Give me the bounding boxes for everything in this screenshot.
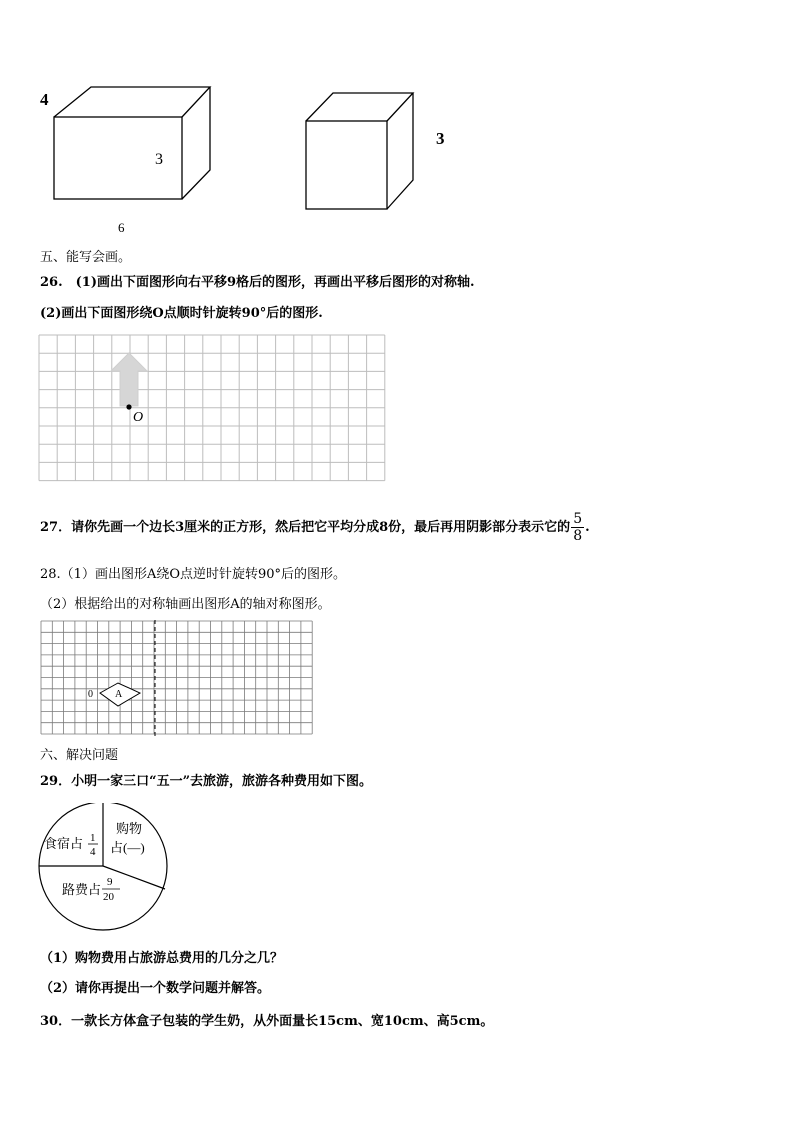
section-6-title: 六、解决问题	[40, 748, 119, 763]
q26-line1: 26. (1)画出下面图形向右平移9格后的图形，再画出平移后图形的对称轴.	[40, 275, 475, 290]
section-5-title: 五、能写会画。	[40, 250, 132, 265]
q27-end: .	[585, 520, 590, 535]
q27-main-text: 27．请你先画一个边长3厘米的正方形，然后把它平均分成8份，最后再用阴影部分表示它的	[40, 520, 571, 535]
cube-figure	[300, 88, 460, 218]
pie-travel-num: 9	[107, 876, 113, 888]
cuboid-label-right: 3	[155, 151, 163, 168]
q30-text: 30．一款长方体盒子包装的学生奶，从外面量长15cm、宽10cm、高5cm。	[40, 1014, 494, 1029]
q27-frac-num: 5	[573, 511, 583, 527]
q29-sub2: （2）请你再提出一个数学问题并解答。	[40, 981, 271, 996]
pie-shop-label-2: 占(—)	[110, 840, 145, 855]
pie-shop-label-1: 购物	[116, 821, 143, 836]
q27-text	[40, 512, 590, 543]
q29-text: 29．小明一家三口“五一”去旅游，旅游各种费用如下图。	[40, 774, 373, 789]
cube-label-right: 3	[436, 129, 445, 148]
point-o	[126, 404, 131, 409]
q28-point-label: 0	[88, 689, 93, 700]
q28-grid	[40, 620, 315, 740]
q28-line2: （2）根据给出的对称轴画出图形A的轴对称图形。	[40, 597, 331, 612]
q29-sub1: （1）购物费用占旅游总费用的几分之几？	[40, 951, 284, 966]
q26-line2: (2)画出下面图形绕O点顺时针旋转90°后的图形.	[40, 306, 323, 321]
pie-food-label: 食宿占	[44, 836, 84, 851]
cuboid-label-left: 4	[40, 90, 49, 109]
pie-food-num: 1	[90, 832, 96, 844]
q28-shape-label: A	[115, 689, 123, 700]
q28-line1: 28.（1）画出图形A绕O点逆时针旋转90°后的图形。	[40, 567, 347, 582]
cuboid-label-bottom: 6	[118, 220, 125, 235]
cuboid-figure	[35, 80, 235, 240]
pie-travel-label: 路费占	[62, 882, 102, 897]
q26-grid	[38, 334, 388, 484]
q29-pie-chart	[36, 803, 176, 933]
pie-travel-den: 20	[103, 891, 114, 903]
q27-frac-den: 8	[573, 528, 583, 544]
arrow-shape	[111, 353, 147, 406]
pie-food-den: 4	[90, 846, 96, 858]
q26-point-label: O	[133, 410, 144, 425]
